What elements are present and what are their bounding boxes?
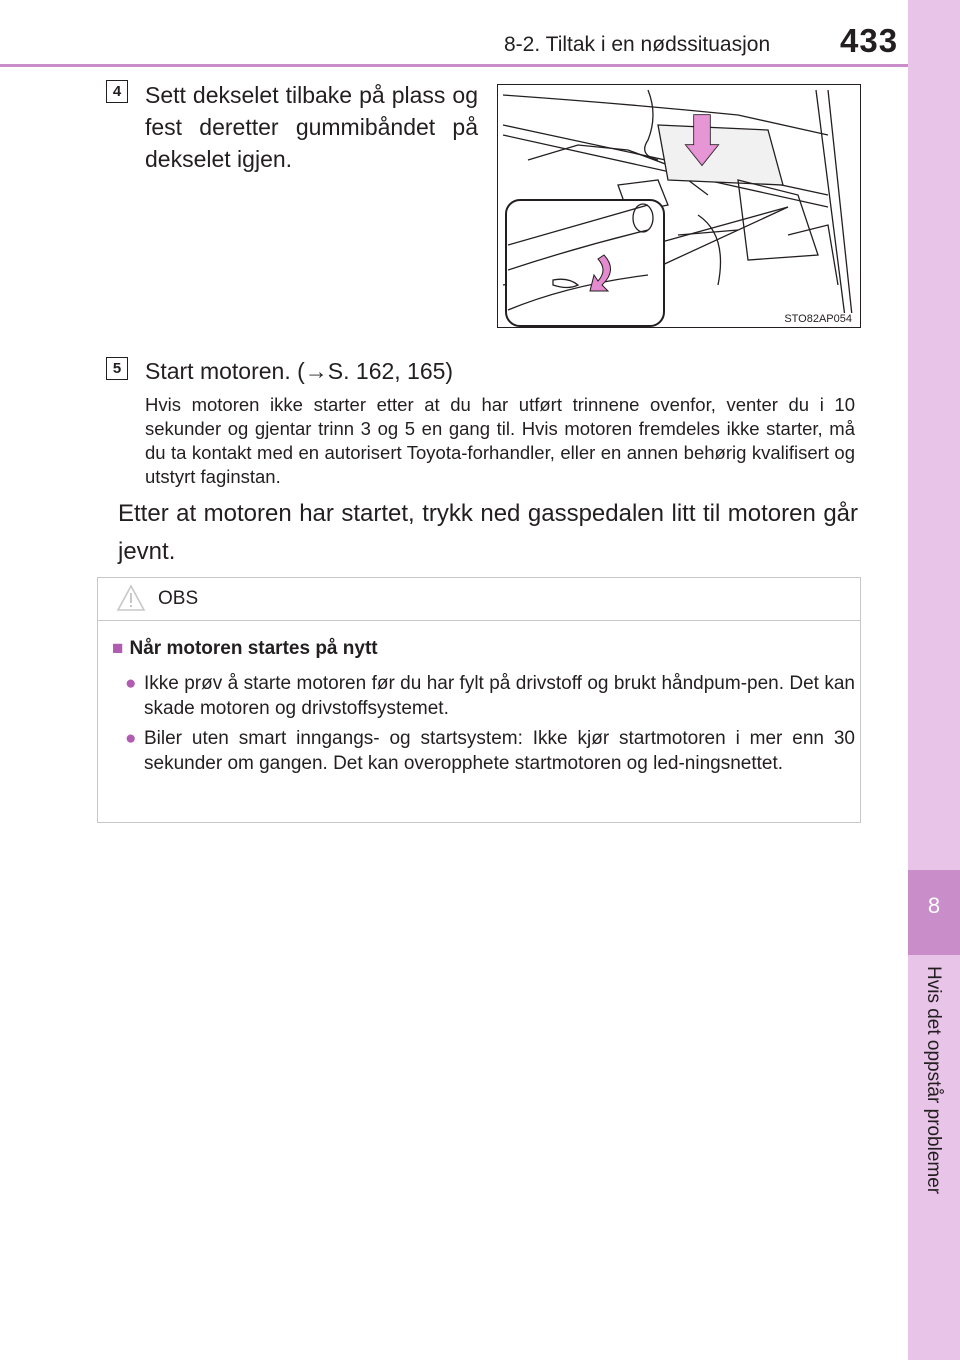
header-rule [0,64,908,67]
figure-code: STO82AP054 [784,313,852,325]
caution-heading [112,638,378,660]
step-badge-4: 4 [106,80,128,103]
circle-bullet-icon: ● [125,673,137,694]
caution-bullet [125,671,855,721]
caution-label: OBS [158,588,199,609]
step-4-text: Sett dekselet tilbake på plass og fest deretter gummibåndet på dekselet igjen. [145,82,478,172]
caution-bullet-text: Ikke prøv å starte motoren før du har fylt på drivstoff og brukt håndpum-pen. Det kan skade motoren og drivstoffsystemet. [144,673,855,719]
after-start-text: Etter at motoren har startet, trykk ned gasspedalen litt til motoren går jevnt. [118,500,858,565]
step-5-note: Hvis motoren ikke starter etter at du har utført trinnene ovenfor, venter du i 10 sekunder og gjentar trinn 3 og 5 en gang til. Hvis motoren fremdeles ikke starter, må du ta kontakt med en autorisert Toyota-forhandler, eller en annen behørig kvalifisert og utstyrt faginstan. [145,394,855,487]
caution-bullet-text: Biler uten smart inngangs- og startsystem: Ikke kjør startmotoren i mer enn 30 sekunder om gangen. Det kan overopphete startmotoren og led-ningsnettet. [144,728,855,774]
engine-illustration [497,84,861,328]
warning-triangle-icon [116,584,146,612]
caution-heading-text: Når motoren startes på nytt [129,638,378,659]
step-badge-5: 5 [106,357,128,380]
chapter-title: Hvis det oppstår problemer [923,966,944,1195]
square-bullet-icon: ■ [112,638,124,659]
chapter-number: 8 [927,893,941,918]
caution-box [97,577,861,823]
section-title: 8-2. Tiltak i en nødssituasjon [504,33,771,56]
caution-header [98,578,860,621]
engine-bay-drawing [498,85,861,328]
caution-bullet [125,726,855,776]
step-5-text: Start motoren. (→S. 162, 165) [145,358,454,384]
page-number: 433 [840,22,899,59]
circle-bullet-icon: ● [125,728,137,749]
